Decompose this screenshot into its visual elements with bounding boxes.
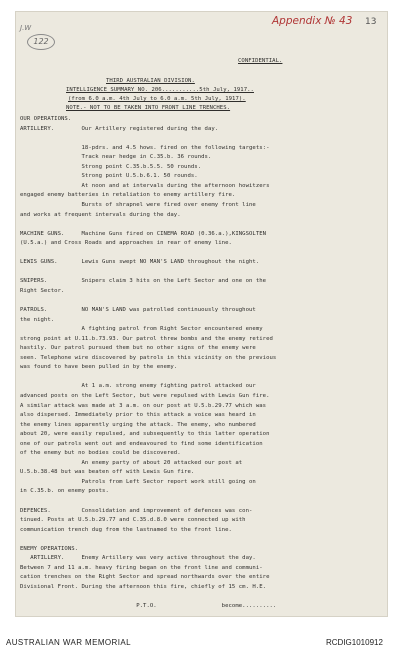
report-line: At 1 a.m. strong enemy fighting patrol attacked our <box>20 383 256 390</box>
report-line: the night. <box>20 316 55 323</box>
report-line: SNIPERS. Snipers claim 3 hits on the Left Sector and one on the <box>20 278 267 285</box>
report-line: about 20, were easily repulsed, and subsequently to this latter operation <box>20 431 270 438</box>
report-line: was found to have been pulled in by the enemy. <box>20 364 178 371</box>
report-line: Patrols from Left Sector report work still going on <box>20 478 256 485</box>
report-line: strong point at U.11.b.73.93. Our patrol threw bombs and the enemy retired <box>20 335 273 342</box>
report-line: An enemy party of about 20 attacked our post at <box>20 459 243 466</box>
archive-reference: RCDIG1010912 <box>326 638 383 647</box>
document-page <box>15 11 388 617</box>
report-line: and works at frequent intervals during the day. <box>20 211 181 218</box>
appendix-annotation: Appendix № 43 <box>272 15 353 27</box>
report-line: Track near hedge in C.35.b. 36 rounds. <box>20 154 212 161</box>
report-line: A similar attack was made at 3 a.m. on our post at U.5.b.29.77 which was <box>20 402 267 409</box>
report-line: tinued. Posts at U.5.b.29.77 and C.35.d.8.0 were connected up with <box>20 517 246 524</box>
report-line: PATROLS. NO MAN'S LAND was patrolled continuously throughout <box>20 307 256 313</box>
report-line: P.T.O. become.......... <box>20 603 277 610</box>
report-line: (U.5.a.) and Cross Roads and approaches in rear of enemy line. <box>20 240 232 247</box>
report-line: MACHINE GUNS. Machine Guns fired on CINEMA ROAD (0.36.a.),KINGSOLTEN <box>20 230 267 237</box>
report-line: seen. Telephone wire discovered by patrols in this vicinity on the previous <box>20 354 277 361</box>
division-title: THIRD AUSTRALIAN DIVISION. <box>106 78 195 84</box>
report-line: also dispersed. Immediately prior to this attack a voice was heard in <box>20 412 256 419</box>
report-line: OUR OPERATIONS. <box>20 116 72 122</box>
report-line: ARTILLERY. Our Artillery registered during the day. <box>20 125 219 132</box>
report-line: communication trench dug from the lastnamed to the front line. <box>20 526 232 533</box>
period-line: (from 6.0 a.m. 4th July to 6.0 a.m. 5th July, 1917). <box>68 96 246 102</box>
report-line: cation trenches on the Right Sector and spread northwards over the entire <box>20 574 270 581</box>
report-line: U.5.b.38.48 but was beaten off with Lewis Gun fire. <box>20 469 195 476</box>
folio-number-circled: 122 <box>27 34 55 50</box>
report-line: Divisional Front. During the afternoon this fire, chiefly of 15 cm. H.E. <box>20 583 267 590</box>
report-line: A fighting patrol from Right Sector encountered enemy <box>20 326 263 333</box>
folio-annotation: J.W <box>20 24 32 32</box>
report-line: At noon and at intervals during the afternoon howitzers <box>20 182 270 189</box>
report-line: of the enemy but no bodies could be discovered. <box>20 450 181 457</box>
report-line: Strong point C.35.b.5.5. 50 rounds. <box>20 163 202 170</box>
report-line: Between 7 and 11 a.m. heavy firing began on the front line and communi- <box>20 564 263 571</box>
report-line: engaged enemy batteries in retaliation to enemy artillery fire. <box>20 192 236 199</box>
classification: CONFIDENTIAL. <box>238 58 283 64</box>
report-line: advanced posts on the Left Sector, but were repulsed with Lewis Gun fire. <box>20 392 270 399</box>
report-line: Right Sector. <box>20 287 65 294</box>
report-line: Strong point U.5.b.6.1. 50 rounds. <box>20 173 198 180</box>
report-line: 18-pdrs. and 4.5 hows. fired on the following targets:- <box>20 144 270 151</box>
report-line: ARTILLERY. Enemy Artillery was very active throughout the day. <box>20 555 256 562</box>
report-line: Bursts of shrapnel were fired over enemy front line <box>20 201 256 208</box>
archive-credit: AUSTRALIAN WAR MEMORIAL <box>6 638 131 647</box>
report-line: DEFENCES. Consolidation and improvement of defences was con- <box>20 507 253 514</box>
report-line: hastily. Our patrol pursued them but no other signs of the enemy were <box>20 345 256 352</box>
page-number: 13 <box>365 17 377 27</box>
report-line: LEWIS GUNS. Lewis Guns swept NO MAN'S LAND throughout the night. <box>20 259 260 266</box>
note-line: NOTE.- NOT TO BE TAKEN INTO FRONT LINE TRENCHES. <box>66 105 231 111</box>
report-line: in C.35.b. on enemy posts. <box>20 488 109 495</box>
report-line: ENEMY OPERATIONS. <box>20 545 79 552</box>
report-line: the enemy lines apparently urging the attack. The enemy, who numbered <box>20 421 256 428</box>
summary-title: INTELLIGENCE SUMMARY NO. 206...........5th July, 1917.. <box>66 87 254 93</box>
report-line: one of our patrols went out and endeavoured to find some identification <box>20 440 263 447</box>
